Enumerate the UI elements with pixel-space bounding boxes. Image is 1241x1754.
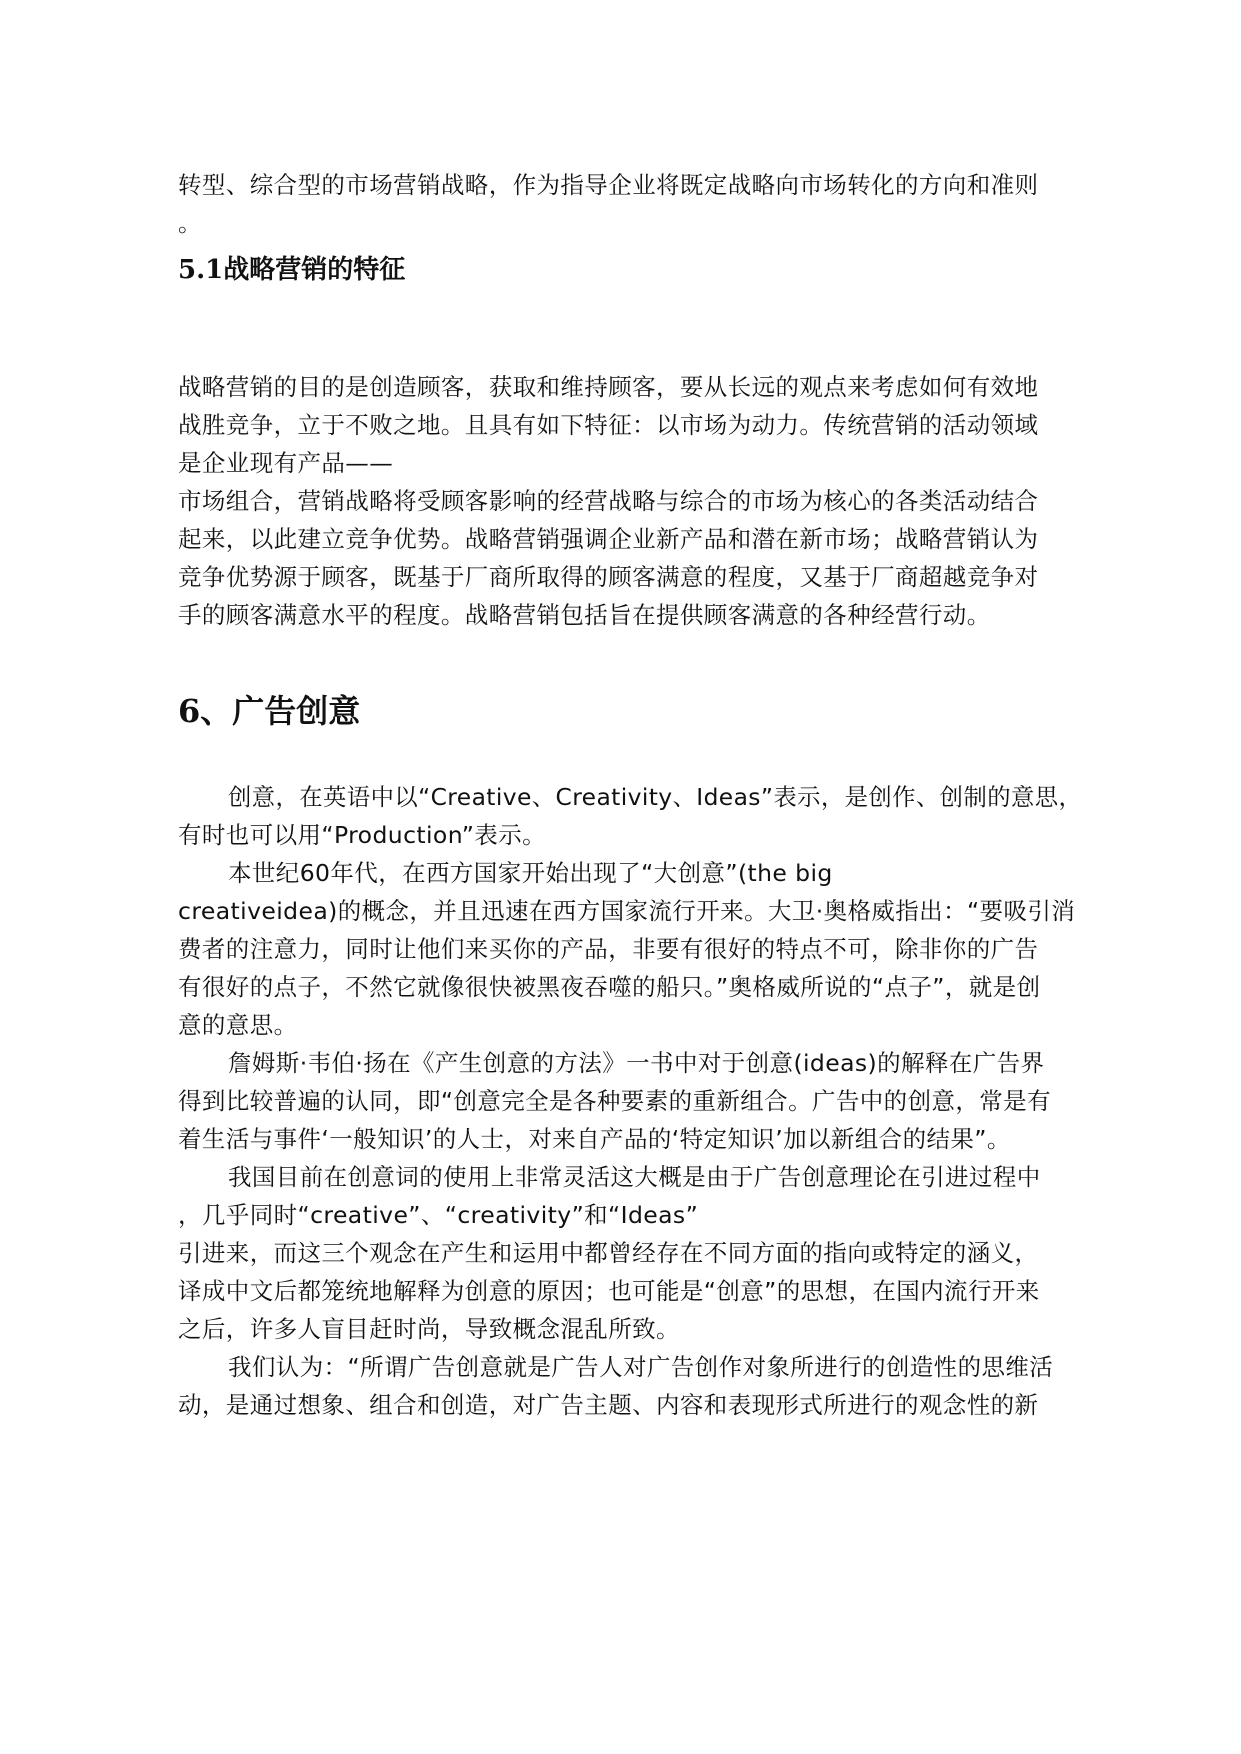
paragraph-line: 意的意思。 (178, 1011, 298, 1039)
paragraph-line: 我们认为：“所谓广告创意就是广告人对广告创作对象所进行的创造性的思维活 (228, 1353, 1054, 1381)
section-5-1-heading: 5.1战略营销的特征 (178, 255, 406, 285)
section-6-heading: 6、广告创意 (178, 692, 361, 730)
paragraph-line: 创意，在英语中以“Creative、Creativity、Ideas”表示，是创作、创制的意思， (228, 783, 1083, 811)
paragraph-line: ，几乎同时“creative”、“creativity”和“Ideas” (178, 1201, 699, 1229)
paragraph-line: 竞争优势源于顾客，既基于厂商所取得的顾客满意的程度，又基于厂商超越竞争对 (178, 563, 1039, 591)
paragraph-line: 詹姆斯·韦伯·扬在《产生创意的方法》一书中对于创意(ideas)的解释在广告界 (228, 1049, 1045, 1077)
paragraph-line: 费者的注意力，同时让他们来买你的产品，非要有很好的特点不可，除非你的广告 (178, 935, 1039, 963)
paragraph-line: 战胜竞争，立于不败之地。且具有如下特征：以市场为动力。传统营销的活动领域 (178, 411, 1039, 439)
paragraph-line: 我国目前在创意词的使用上非常灵活这大概是由于广告创意理论在引进过程中 (228, 1163, 1041, 1191)
paragraph-line: 有时也可以用“Production”表示。 (178, 821, 546, 849)
paragraph-line: 手的顾客满意水平的程度。战略营销包括旨在提供顾客满意的各种经营行动。 (178, 601, 991, 629)
paragraph-line: 有很好的点子，不然它就像很快被黑夜吞噬的船只。”奥格威所说的“点子”，就是创 (178, 973, 1041, 1001)
paragraph-line: 是企业现有产品—— (178, 449, 394, 477)
paragraph-line: 得到比较普遍的认同，即“创意完全是各种要素的重新组合。广告中的创意，常是有 (178, 1087, 1051, 1115)
intro-line-2: 。 (178, 209, 202, 237)
paragraph-line: 着生活与事件‘一般知识’的人士，对来自产品的‘特定知识’加以新组合的结果”。 (178, 1125, 1011, 1153)
paragraph-line: 译成中文后都笼统地解释为创意的原因；也可能是“创意”的思想，在国内流行开来 (178, 1277, 1040, 1305)
paragraph-line: 战略营销的目的是创造顾客，获取和维持顾客，要从长远的观点来考虑如何有效地 (178, 373, 1039, 401)
paragraph-line: 本世纪60年代，在西方国家开始出现了“大创意”(the big (228, 859, 833, 887)
paragraph-line: 之后，许多人盲目赶时尚，导致概念混乱所致。 (178, 1315, 680, 1343)
paragraph-line: creativeidea)的概念，并且迅速在西方国家流行开来。大卫·奥格威指出：“要吸引消 (178, 897, 1076, 925)
paragraph-line: 起来，以此建立竞争优势。战略营销强调企业新产品和潜在新市场；战略营销认为 (178, 525, 1039, 553)
intro-line-1: 转型、综合型的市场营销战略，作为指导企业将既定战略向市场转化的方向和准则 (178, 171, 1039, 199)
paragraph-line: 动，是通过想象、组合和创造，对广告主题、内容和表现形式所进行的观念性的新 (178, 1391, 1039, 1419)
paragraph-line: 引进来，而这三个观念在产生和运用中都曾经存在不同方面的指向或特定的涵义， (178, 1239, 1039, 1267)
paragraph-line: 市场组合，营销战略将受顾客影响的经营战略与综合的市场为核心的各类活动结合 (178, 487, 1039, 515)
